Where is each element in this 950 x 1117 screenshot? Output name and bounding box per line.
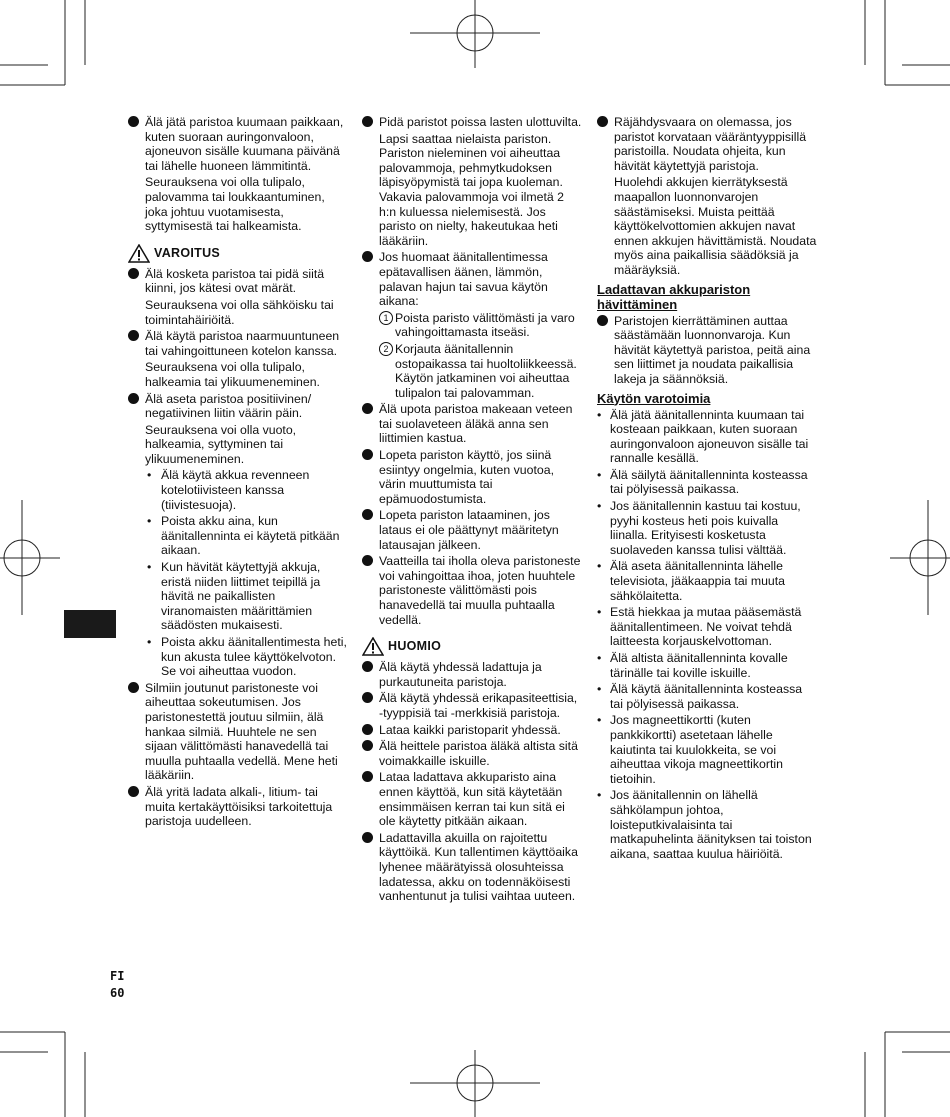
bullet-icon (128, 393, 139, 404)
sub-list-item: • Poista akku aina, kun äänitallenninta ei käytetä pitkään aikaan. (147, 514, 340, 558)
list-item: Pidä paristot poissa lasten ulottuvilta. Lapsi saattaa nielaista pariston. Pariston nieleminen voi aiheuttaa palovammoja, pehmytkudoksen läpisyöpymistä tai jopa kuoleman. Vakavia palovammoja voi ilmetä 2 h:n kuluessa nielemisestä. Jos paristo on nielty, hakeutukaa heti lääkäriin. (362, 115, 584, 248)
bullet-icon (362, 251, 373, 262)
language-code: FI (110, 969, 125, 983)
list-item: • Jos äänitallennin kastuu tai kostuu, pyyhi kosteus heti pois kuivalla liinalla. Erityisesti kosketusta suolaveden kanssa tulisi välttää. (597, 499, 801, 557)
column-3 (597, 115, 817, 863)
list-item: Älä upota paristoa makeaan veteen tai suolaveteen äläkä anna sen liittimien kastua. (362, 402, 584, 446)
column-1 (128, 115, 350, 831)
bullet-icon (362, 661, 373, 672)
list-item: Älä aseta paristoa positiivinen/ negatiivinen liitin väärin päin. Seurauksena voi olla vuoto, halkeamia, syttyminen tai ylikuumeneminen. • Älä käytä akkua revenneen kotelotiivisteen kanssa (tiivistesuoja). • Poista akku aina, kun äänitallenninta ei käytetä pitkään aikaan. • Kun hävität käytettyjä akkuja, eristä niiden liittimet teipillä ja hävitä ne paikallisten viranomaisten määrittämien säädösten mukaisesti. • Poista akku äänitallentimesta heti, kun akusta tulee käyttökelvoton. Se voi aiheuttaa vuodon. (128, 392, 350, 679)
list-item: • Jos magneettikortti (kuten pankkikortti) asetetaan lähelle kaiutinta tai kuulokkeita, se voi aiheuttaa vikoja magneettikortin tietoihin. (597, 713, 783, 786)
bullet-icon (362, 116, 373, 127)
list-item: • Älä altista äänitallenninta kovalle tärinälle tai koville iskuille. (597, 651, 788, 680)
list-item: Älä käytä yhdessä ladattuja ja purkautuneita paristoja. (362, 660, 584, 689)
list-item: Silmiin joutunut paristoneste voi aiheuttaa sokeutumisen. Jos paristonestettä joutuu silmiin, älä hankaa silmiä. Huuhtele ne sen sijaan välittömästi hanavedellä tai muulla puhtaalla vedellä. Mene heti lääkäriin. (128, 681, 350, 783)
warning-triangle-icon (128, 244, 150, 263)
list-item: • Älä jätä äänitallenninta kuumaan tai kosteaan paikkaan, kuten suoraan auringonvaloon ajoneuvon sisälle tai rannalle kesällä. (597, 407, 809, 466)
section-heading: Käytön varotoimia (597, 390, 711, 406)
bullet-icon (362, 449, 373, 460)
list-item: Älä käytä yhdessä erikapasiteettisia, -tyyppisiä tai -merkkisiä paristoja. (362, 691, 584, 720)
bullet-icon (362, 403, 373, 414)
bullet-icon (362, 555, 373, 566)
bullet-icon (362, 771, 373, 782)
caution-triangle-icon (362, 637, 384, 656)
warning-heading: VAROITUS (128, 244, 350, 263)
list-item: Älä käytä paristoa naarmuuntuneen tai vahingoittuneen kotelon kanssa. Seurauksena voi olla tulipalo, halkeamia tai ylikuumeneminen. (128, 329, 350, 389)
page-footer (110, 968, 124, 1002)
bullet-icon (128, 268, 139, 279)
list-item: Älä kosketa paristoa tai pidä siitä kiinni, jos kätesi ovat märät. Seurauksena voi olla sähköisku tai toimintahäiriöitä. (128, 267, 350, 327)
bullet-icon (362, 832, 373, 843)
sub-list-item: • Kun hävität käytettyjä akkuja, eristä niiden liittimet teipillä ja hävitä ne paikallisten viranomaisten määrittämien säädösten mukaisesti. (147, 560, 321, 633)
page-number: 60 (110, 986, 125, 1000)
list-item: Älä heittele paristoa äläkä altista sitä voimakkaille iskuille. (362, 739, 584, 768)
bullet-icon (128, 786, 139, 797)
list-item: Lataa ladattava akkuparisto aina ennen käyttöä, kun sitä käytetään ensimmäisen kerran tai kun sitä ei ole käytetty pitkään aikaan. (362, 770, 584, 828)
list-item: Räjähdysvaara on olemassa, jos paristot korvataan vääräntyyppisillä paristoilla. Noudata ohjeita, kun hävität käytettyjä paristoja. Huolehdi akkujen kierrätyksestä maapallon luonnonvarojen säästämiseksi. Muista peittää käyttökelvottomien akkujen navat ennen akkujen hävittämistä. Noudata myös aina paikallisia säädöksiä ja määräyksiä. (597, 115, 817, 278)
section-heading: Ladattavan akkupariston hävittäminen (597, 281, 751, 312)
list-item: Lopeta pariston käyttö, jos siinä esiintyy ongelmia, kuten vuotoa, värin muuttumista tai epämuodostumista. (362, 448, 584, 506)
column-2 (362, 115, 584, 906)
sub-list-item: • Poista akku äänitallentimesta heti, kun akusta tulee käyttökelvoton. Se voi aiheuttaa vuodon. (147, 635, 347, 679)
bullet-icon (128, 682, 139, 693)
bullet-icon (362, 509, 373, 520)
bullet-icon (362, 740, 373, 751)
section-tab (64, 610, 116, 638)
list-item: • Älä säilytä äänitallenninta kosteassa tai pölyisessä paikassa. (597, 467, 808, 497)
numbered-step: 2 Korjauta äänitallennin ostopaikassa tai huoltoliikkeessä. Käytön jatkaminen voi aiheuttaa tulipalon tai palovamman. (379, 342, 584, 400)
list-item: • Jos äänitallennin on lähellä sähkölampun johtoa, loisteputkivalaisinta tai matkapuhelinta äänityksen tai toiston aikana, saattaa kuulua häiriöitä. (597, 788, 812, 861)
list-item: Ladattavilla akuilla on rajoitettu käyttöikä. Kun tallentimen käyttöaika lyhenee määrätyissä olosuhteissa ladatessa, akku on todennäköisesti vanhentunut ja tulisi vaihtaa uuteen. (362, 831, 584, 904)
list-item: Paristojen kierrättäminen auttaa säästämään luonnonvaroja. Kun hävität käytettyä paristoa, peitä aina sen liittimet ja noudata paikallisia lakeja ja säännöksiä. (597, 314, 817, 387)
list-item: • Älä aseta äänitallenninta lähelle televisiota, jääkaappia tai muuta sähkölaitetta. (597, 559, 785, 603)
list-item: Lataa kaikki paristoparit yhdessä. (362, 723, 584, 738)
bullet-icon (128, 330, 139, 341)
list-item: Vaatteilla tai iholla oleva paristoneste voi vahingoittaa ihoa, joten huuhtele paristoneste välittömästi pois hanavedellä tai muulla puhtaalla vedellä. (362, 554, 584, 627)
bullet-icon (597, 315, 608, 326)
bullet-icon (597, 116, 608, 127)
sub-list-item: • Älä käytä akkua revenneen kotelotiivisteen kanssa (tiivistesuoja). (147, 468, 310, 512)
list-item: Älä yritä ladata alkali-, litium- tai muita kertakäyttöisiksi tarkoitettuja paristoja uudelleen. (128, 785, 350, 829)
bullet-icon (362, 724, 373, 735)
bullet-icon (128, 116, 139, 127)
list-item: Jos huomaat äänitallentimessa epätavallisen äänen, lämmön, palavan hajun tai savua käytön aikana: 1 Poista paristo välittömästi ja varo vahingoittamasta itseäsi. 2 Korjauta äänitallennin ostopaikassa tai huoltoliikkeessä. Käytön jatkaminen voi aiheuttaa tulipalon tai palovamman. (362, 250, 584, 400)
caution-heading: HUOMIO (362, 637, 584, 656)
list-item: Lopeta pariston lataaminen, jos lataus ei ole päättynyt määritetyn latausajan jälkeen. (362, 508, 584, 552)
bullet-icon (362, 692, 373, 703)
list-item: Älä jätä paristoa kuumaan paikkaan, kuten suoraan auringonvaloon, ajoneuvon sisälle kuumana päivänä tai lähelle huoneen lämmitintä. Seurauksena voi olla tulipalo, palovamma tai loukkaantuminen, joka johtuu vuotamisesta, syttymisestä tai halkeamista. (128, 115, 350, 234)
numbered-step: 1 Poista paristo välittömästi ja varo vahingoittamasta itseäsi. (379, 311, 584, 340)
list-item: • Estä hiekkaa ja mutaa pääsemästä äänitallentimeen. Ne voivat tehdä laitteesta korjauskelvottoman. (597, 605, 802, 649)
list-item: • Älä käytä äänitallenninta kosteassa tai pölyisessä paikassa. (597, 682, 803, 711)
